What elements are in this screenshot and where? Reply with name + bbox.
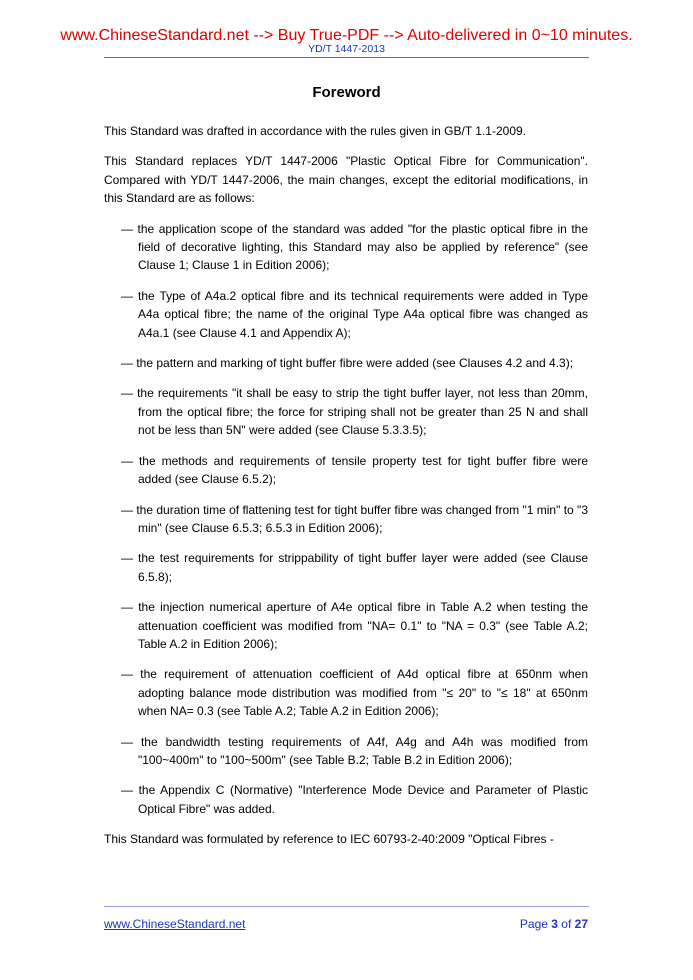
change-list-item: — the Appendix C (Normative) "Interference Mode Device and Parameter of Plastic Optical Fibre" was added. — [121, 783, 588, 816]
intro-paragraph: This Standard was drafted in accordance with the rules given in GB/T 1.1-2009. — [104, 124, 527, 138]
intro-paragraph: This Standard replaces YD/T 1447-2006 "Plastic Optical Fibre for Communication". Compared with YD/T 1447-2006, the main changes, except the editorial modifications, in this Standard are as follows: — [104, 154, 588, 206]
document-code: YD/T 1447-2013 — [308, 43, 385, 55]
change-list-item: — the bandwidth testing requirements of A4f, A4g and A4h was modified from "100~400m" to "100~500m" (see Table B.2; Table B.2 in Edition 2006); — [121, 734, 588, 767]
page-title: Foreword — [312, 84, 381, 101]
page-prefix: Page — [519, 917, 552, 931]
change-list-item: — the duration time of flattening test for tight buffer fibre was changed from "1 min" to "3 min" (see Clause 6.5.3; 6.5.3 in Edition 2006); — [121, 502, 588, 535]
footer-divider — [104, 906, 589, 907]
page-number — [520, 917, 588, 931]
header-divider — [104, 57, 589, 58]
change-list-item: — the application scope of the standard was added "for the plastic optical fibre in the field of decorative lighting, this Standard may also be applied by reference" (see Clause 1; Clause 1 in Edition 2006); — [121, 221, 588, 273]
change-list-item: — the pattern and marking of tight buffer fibre were added (see Clauses 4.2 and 4.3); — [121, 356, 574, 371]
change-list-item: — the requirements "it shall be easy to strip the tight buffer layer, not less than 20mm, from the optical fibre; the force for striping shall not be greater than 25 N and shall not be less than 5N" were added (see Clause 5.3.3.5); — [121, 386, 588, 438]
page-current: 3 — [551, 917, 558, 931]
change-list-item: — the test requirements for strippability of tight buffer layer were added (see Clause 6.5.8); — [121, 551, 588, 584]
change-list-item: — the Type of A4a.2 optical fibre and its technical requirements were added in Type A4a optical fibre; the name of the original Type A4a optical fibre was changed as A4a.1 (see Clause 4.1 and Appendix A); — [121, 288, 588, 340]
page-total: 27 — [574, 917, 588, 931]
document-body — [104, 122, 588, 861]
change-list-item: — the injection numerical aperture of A4e optical fibre in Table A.2 when testing the attenuation coefficient was modified from "NA= 0.1" to "NA = 0.3" (see Table A.2; Table A.2 in Edition 2006); — [121, 600, 588, 651]
footer-website-link[interactable]: www.ChineseStandard.net — [104, 917, 246, 931]
promo-banner-link[interactable]: www.ChineseStandard.net --> Buy True-PDF --> Auto-delivered in 0~10 minutes. — [60, 27, 633, 44]
change-list-item: — the requirement of attenuation coefficient of A4d optical fibre at 650nm when adopting balance mode distribution was modified from "≤ 20" to "≤ 18" at 650nm when NA= 0.3 (see Table A.2; Table A.2 in Edition 2006); — [121, 667, 588, 719]
change-list-item: — the methods and requirements of tensile property test for tight buffer fibre were added (see Clause 6.5.2); — [121, 453, 588, 487]
closing-paragraph: This Standard was formulated by reference to IEC 60793-2-40:2009 "Optical Fibres - — [104, 832, 554, 847]
page-of: of — [557, 917, 575, 931]
